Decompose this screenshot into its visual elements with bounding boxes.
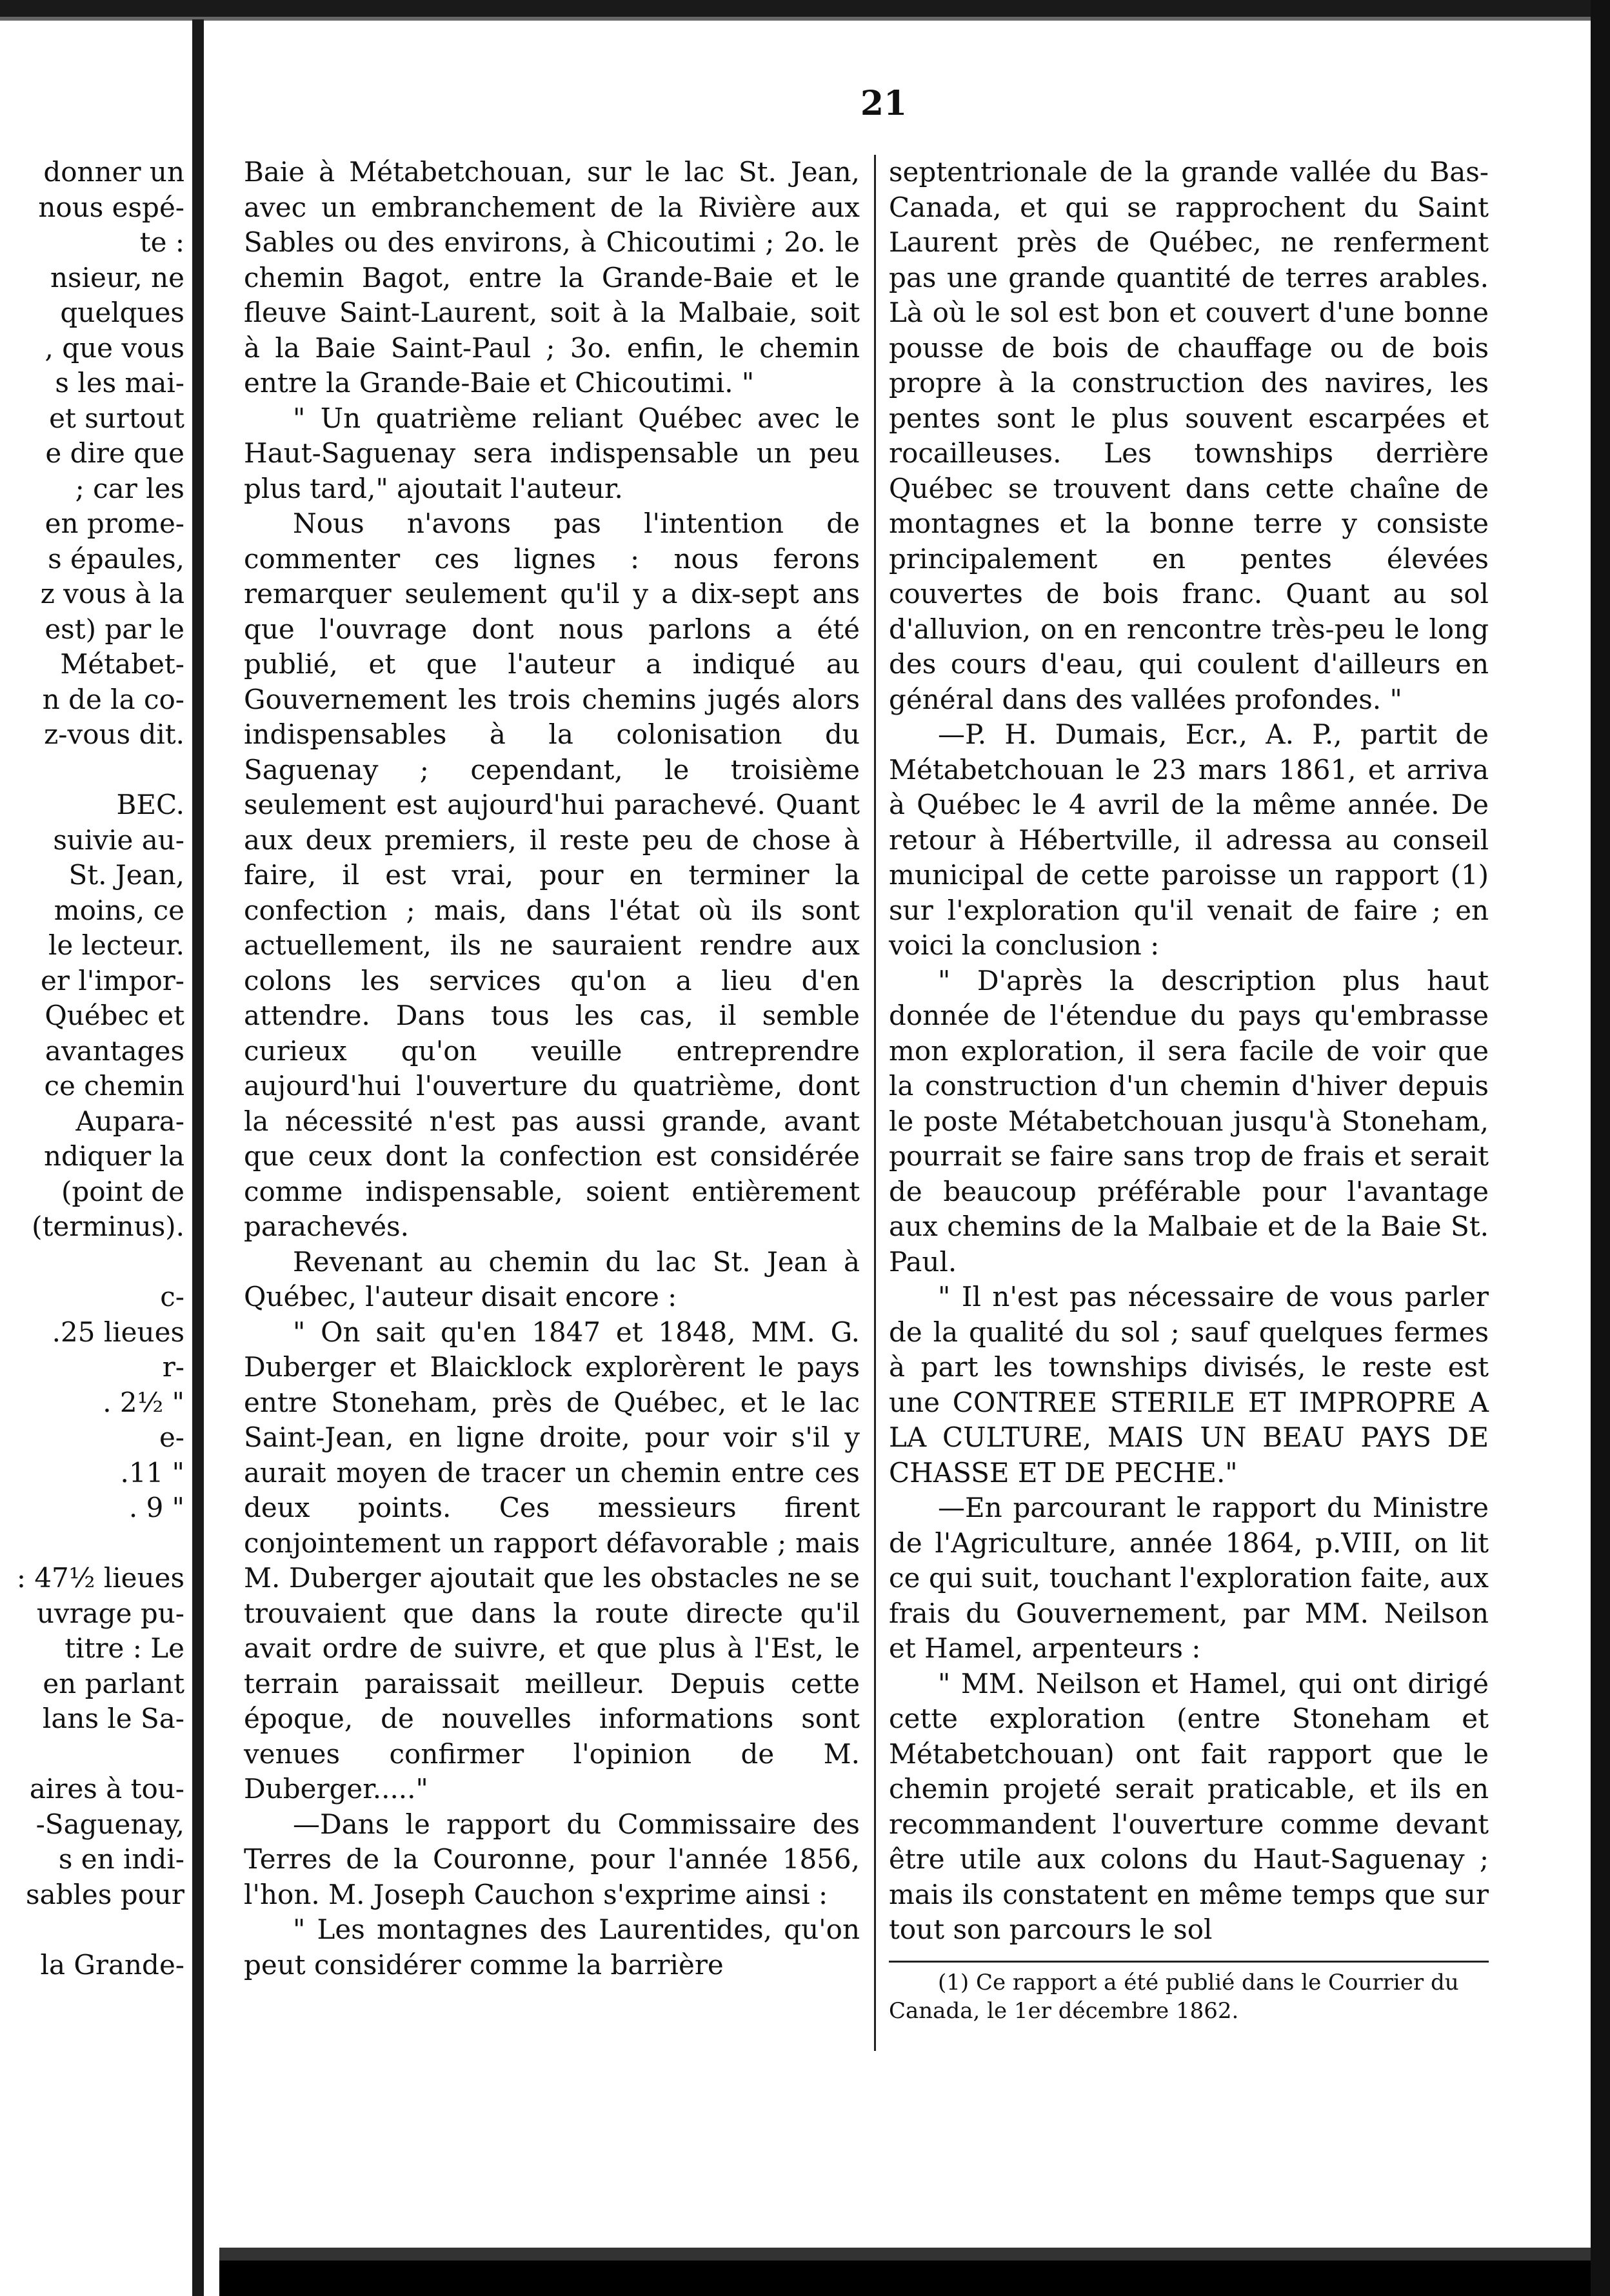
paragraph: " D'après la description plus haut donnée de l'étendue du pays qu'embrasse mon exploration, il sera facile de voir que la construction d'un chemin d'hiver depuis le poste Métabetchouan jusqu'à Stoneham, pourrait se faire sans trop de frais et serait de beaucoup préférable pour l'avantage aux chemins de la Malbaie et de la Baie St. Paul. xyxy=(889,964,1489,1278)
paragraph: Nous n'avons pas l'intention de commenter ces lignes : nous ferons remarquer seulement qu'il y a dix-sept ans que l'ouvrage dont nous parlons a été publié, et que l'auteur a indiqué au Gouvernement les trois chemins jugés alors indispensables à la colonisation du Saguenay ; cependant, le troisième seulement est aujourd'hui parachevé. Quant aux deux premiers, il reste peu de chose à faire, il est vrai, pour en terminer la confection ; mais, dans l'état où ils sont actuellement, ils ne sauraient rendre aux colons les services qu'on a lieu d'en attendre. Dans tous les cas, il semble curieux qu'on veuille entreprendre aujourd'hui l'ouverture du quatrième, dont la nécessité n'est pas aussi grande, avant que ceux dont la confection est considérée comme indispensable, soient entièrement parachevés. xyxy=(244,508,860,1242)
fragment-line: en prome- xyxy=(45,508,184,539)
column-rule xyxy=(874,155,876,2051)
fragment-line: lans le Sa- xyxy=(42,1703,184,1734)
fragment-line: moins, ce xyxy=(54,894,184,926)
fragment-line: s les mai- xyxy=(55,367,184,399)
page-number: 21 xyxy=(860,84,908,123)
fragment-line: z vous à la xyxy=(40,578,184,609)
fragment-line: Québec et xyxy=(45,1000,184,1031)
fragment-line: Métabet- xyxy=(60,648,184,680)
fragment-line: : 47½ lieues xyxy=(16,1562,184,1594)
paragraph: " MM. Neilson et Hamel, qui ont dirigé cette exploration (entre Stoneham et Métabetchouan) ont fait rapport que le chemin projeté serait praticable, et ils en recommandent l'ouverture comme devant être utile aux colons du Haut-Saguenay ; mais ils constatent en même temps que sur tout son parcours le sol xyxy=(889,1667,1489,1945)
paragraph: Baie à Métabetchouan, sur le lac St. Jean, avec un embranchement de la Rivière aux Sables ou des environs, à Chicoutimi ; 2o. le chemin Bagot, entre la Grande-Baie et le fleuve Saint-Laurent, soit à la Malbaie, soit à la Baie Saint-Paul ; 3o. enfin, le chemin entre la Grande-Baie et Chicoutimi. " xyxy=(244,156,860,399)
scan-bottom-edge xyxy=(219,2248,1591,2261)
paragraph: septentrionale de la grande vallée du Bas-Canada, et qui se rapprochent du Saint Laurent près de Québec, ne renferment pas une grande quantité de terres arables. Là où le sol est bon et couvert d'une bonne pousse de bois de chauffage ou de bois propre à la construction des navires, les pentes sont le plus souvent escarpées et rocailleuses. Les townships derrière Québec se trouvent dans cette chaîne de montagnes et la bonne terre y consiste principalement en pentes élevées couvertes de bois franc. Quant au sol d'alluvion, on en rencontre très-peu le long des cours d'eau, qui coulent d'ailleurs en général dans des vallées profondes. " xyxy=(889,156,1489,715)
fragment-line: s en indi- xyxy=(58,1843,184,1875)
footnote-rule xyxy=(889,1961,1489,1963)
fragment-line: aires à tou- xyxy=(29,1773,184,1805)
fragment-line: ce chemin xyxy=(44,1070,184,1102)
fragment-line: le lecteur. xyxy=(48,929,184,961)
paragraph: " Un quatrième reliant Québec avec le Haut-Saguenay sera indispensable un peu plus tard," ajoutait l'auteur. xyxy=(244,402,860,504)
fragment-line: St. Jean, xyxy=(68,859,184,891)
left-page-fragment xyxy=(0,155,187,1983)
scan-bottom-edge-dark xyxy=(219,2261,1591,2296)
fragment-line: z-vous dit. xyxy=(44,718,184,750)
fragment-line: r- xyxy=(162,1351,184,1383)
fragment-line: uvrage pu- xyxy=(36,1597,184,1629)
scan-right-edge xyxy=(1591,0,1610,2296)
fragment-line: n de la co- xyxy=(42,683,184,715)
fragment-line: e- xyxy=(159,1421,184,1453)
fragment-line: BEC. xyxy=(116,789,184,820)
fragment-line: (terminus). xyxy=(32,1211,184,1242)
paragraph: " Les montagnes des Laurentides, qu'on peut considérer comme la barrière xyxy=(244,1914,860,1981)
paragraph: " Il n'est pas nécessaire de vous parler de la qualité du sol ; sauf quelques fermes à part les townships divisés, le reste est une CONTREE STERILE ET IMPROPRE A LA CULTURE, MAIS UN BEAU PAYS DE CHASSE ET DE PECHE." xyxy=(889,1281,1489,1489)
paragraph: " On sait qu'en 1847 et 1848, MM. G. Duberger et Blaicklock explorèrent le pays entre Stoneham, près de Québec, et le lac Saint-Jean, en ligne droite, pour voir s'il y aurait moyen de tracer un chemin entre ces deux points. Ces messieurs firent conjointement un rapport défavorable ; mais M. Duberger ajoutait que les obstacles ne se trouvaient que dans la route directe qu'il avait ordre de suivre, et que plus à l'Est, le terrain paraissait meilleur. Depuis cette époque, de nouvelles informations sont venues confirmer l'opinion de M. Duberger....." xyxy=(244,1316,860,1805)
fragment-line: te : xyxy=(139,226,184,258)
fragment-line: . 9 " xyxy=(128,1492,184,1523)
middle-column xyxy=(244,155,860,1983)
fragment-line: suivie au- xyxy=(53,824,184,856)
footnote: (1) Ce rapport a été publié dans le Courrier du Canada, le 1er décembre 1862. xyxy=(889,1970,1459,2024)
fragment-line: ; car les xyxy=(75,472,184,504)
fragment-line: c- xyxy=(160,1281,184,1312)
paragraph: —En parcourant le rapport du Ministre de l'Agriculture, année 1864, p.VIII, on lit ce qui suit, touchant l'exploration faite, aux frais du Gouvernement, par MM. Neilson et Hamel, arpenteurs : xyxy=(889,1492,1489,1664)
fragment-line: est) par le xyxy=(45,613,184,645)
scan-top-edge xyxy=(0,0,1610,17)
fragment-line: la Grande- xyxy=(40,1948,184,1981)
fragment-line: quelques xyxy=(60,297,184,328)
fragment-line: en parlant xyxy=(43,1667,184,1699)
book-gutter xyxy=(192,19,204,2296)
fragment-line: sables pour xyxy=(26,1878,184,1910)
fragment-line: nsieur, ne xyxy=(50,261,184,293)
fragment-line: donner un xyxy=(43,156,184,188)
fragment-line: nous espé- xyxy=(38,191,184,223)
paragraph: —Dans le rapport du Commissaire des Terres de la Couronne, pour l'année 1856, l'hon. M. Joseph Cauchon s'exprime ainsi : xyxy=(244,1808,860,1910)
fragment-line xyxy=(0,1912,187,1948)
fragment-line xyxy=(0,1245,187,1280)
fragment-line: .25 lieues xyxy=(52,1316,184,1348)
scan-top-edge-shadow xyxy=(0,17,1610,21)
fragment-line: -Saguenay, xyxy=(35,1808,184,1840)
right-column xyxy=(889,155,1489,1948)
fragment-line: er l'impor- xyxy=(41,964,184,996)
fragment-line: titre : Le xyxy=(65,1632,184,1664)
fragment-line: (point de xyxy=(61,1175,184,1207)
fragment-line: s épaules, xyxy=(48,542,184,575)
fragment-line xyxy=(0,1737,187,1772)
fragment-line xyxy=(0,753,187,788)
fragment-line: e dire que xyxy=(45,437,184,469)
fragment-line: .11 " xyxy=(120,1456,184,1489)
fragment-line: Aupara- xyxy=(75,1105,184,1137)
paragraph: Revenant au chemin du lac St. Jean à Québec, l'auteur disait encore : xyxy=(244,1245,860,1312)
fragment-line: et surtout xyxy=(49,402,184,434)
fragment-line: , que vous xyxy=(45,332,184,364)
fragment-line: ndiquer la xyxy=(43,1140,184,1172)
fragment-line: . 2½ " xyxy=(103,1386,184,1418)
fragment-line xyxy=(0,1526,187,1561)
paragraph: —P. H. Dumais, Ecr., A. P., partit de Métabetchouan le 23 mars 1861, et arriva à Québec le 4 avril de la même année. De retour à Hébertville, il adressa au conseil municipal de cette paroisse un rapport (1) sur l'exploration qu'il venait de faire ; en voici la conclusion : xyxy=(889,718,1489,961)
fragment-line: avantages xyxy=(45,1034,184,1067)
